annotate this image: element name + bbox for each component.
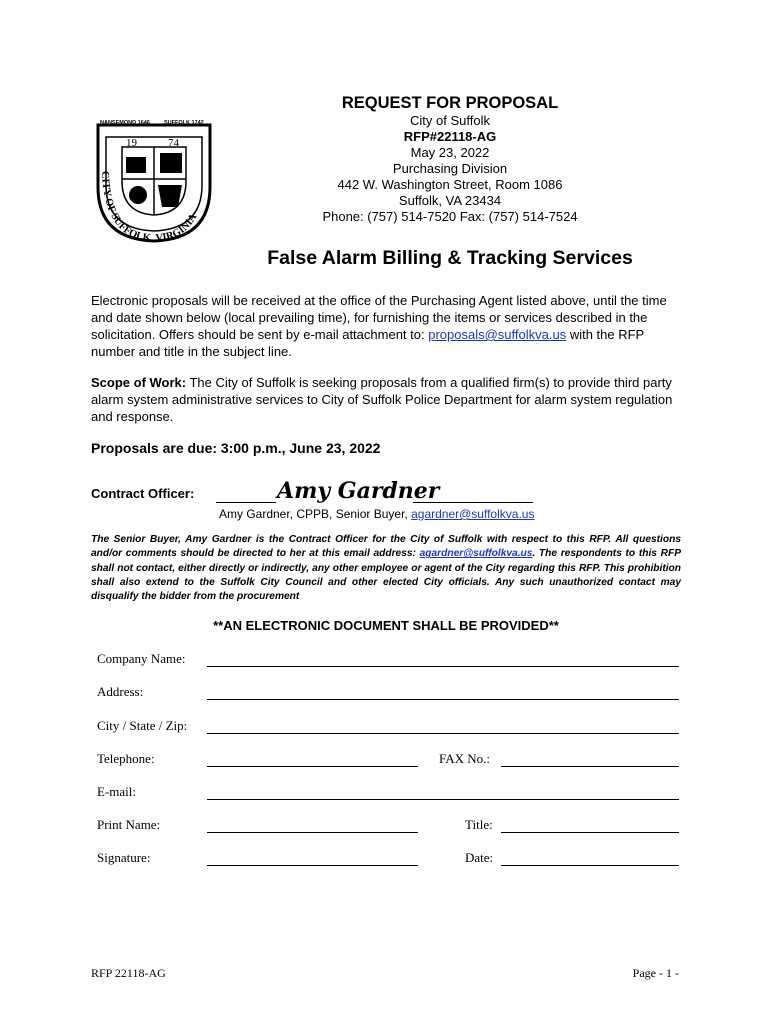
footer-rfp-number: RFP 22118-AG: [91, 966, 166, 980]
address-label: Address:: [97, 684, 144, 699]
signature-line: [216, 502, 276, 503]
header-block: [300, 93, 600, 225]
seal-top-right: SUFFOLK 1742: [164, 120, 204, 126]
signature-label: Signature:: [97, 850, 151, 865]
officer-credentials: Amy Gardner, CPPB, Senior Buyer,: [219, 507, 412, 521]
notice-email-link[interactable]: agardner@suffolkva.us: [419, 548, 533, 560]
contact-notice: [91, 533, 681, 604]
fax-label: FAX No.:: [439, 751, 491, 766]
city-state-zip-label: City / State / Zip:: [97, 718, 188, 733]
scope-text: The City of Suffolk is seeking proposals from a qualified firm(s) to provide third party alarm system administrative services to City of Suffolk Police Department for alarm system regulation and response.: [91, 375, 673, 424]
signature-field[interactable]: [207, 865, 418, 866]
proposals-email-link[interactable]: proposals@suffolkva.us: [428, 327, 567, 342]
officer-signature: Amy Gardner: [277, 478, 440, 504]
intro-text: Electronic proposals will be received at the office of the Purchasing Agent listed above, until the time and date shown below (local prevailing time), for furnishing the items or services described in the solicitation. Offers should be sent by e-mail attachment to:: [91, 293, 667, 342]
due-date: Proposals are due: 3:00 p.m., June 23, 2022: [91, 440, 381, 456]
contract-officer-row: [91, 478, 561, 508]
company-name-label: Company Name:: [97, 651, 186, 666]
title-field[interactable]: [501, 832, 679, 833]
rfp-title: False Alarm Billing & Tracking Services: [267, 247, 633, 269]
city-seal: [88, 117, 220, 245]
notice-text: The Senior Buyer, Amy Gardner is the Contract Officer for the City of Suffolk with respect to this RFP. All questions and/or comments should be directed to her at this email address:: [91, 534, 681, 560]
address-field[interactable]: [207, 699, 679, 700]
contract-officer-label: Contract Officer:: [91, 486, 195, 501]
email-field[interactable]: [207, 799, 679, 800]
print-name-label: Print Name:: [97, 817, 161, 832]
officer-email-link[interactable]: agardner@suffolkva.us: [411, 507, 535, 521]
intro-text-end: with the RFP number and title in the subject line.: [91, 327, 644, 359]
seal-top-left: NANSEMOND 1646: [100, 120, 150, 126]
division: Purchasing Division: [392, 161, 508, 176]
company-name-field[interactable]: [207, 666, 679, 667]
telephone-label: Telephone:: [97, 751, 155, 766]
officer-info: [219, 507, 534, 521]
email-label: E-mail:: [97, 784, 136, 799]
seal-year-left: 19: [126, 137, 137, 149]
scope-paragraph: [91, 374, 681, 425]
page-number: Page - 1 -: [632, 966, 679, 980]
document-title: REQUEST FOR PROPOSAL: [341, 94, 559, 112]
date-field[interactable]: [501, 865, 679, 866]
scope-label: Scope of Work:: [91, 375, 187, 390]
date-label: Date:: [465, 850, 494, 865]
city-state-zip-field[interactable]: [207, 733, 679, 734]
city-name: City of Suffolk: [410, 113, 490, 128]
electronic-document-notice: **AN ELECTRONIC DOCUMENT SHALL BE PROVIDED**: [213, 618, 559, 633]
city-state: Suffolk, VA 23434: [398, 193, 502, 208]
signature-line: [413, 502, 533, 503]
seal-year-right: 74: [168, 137, 179, 149]
print-name-field[interactable]: [207, 832, 418, 833]
phone-fax: Phone: (757) 514-7520 Fax: (757) 514-7524: [322, 209, 578, 224]
seal-ring-text: CITY OF SUFFOLK, VIRGINIA: [98, 170, 200, 245]
fax-field[interactable]: [501, 766, 679, 767]
issue-date: May 23, 2022: [410, 145, 490, 160]
svg-text:CITY OF SUFFOLK, VIRGINIA: [99, 171, 200, 244]
title-label: Title:: [465, 817, 493, 832]
notice-text-end: . The respondents to this RFP shall not contact, either directly or indirectly, any other employee or agent of the City regarding this RFP. This prohibition shall also extend to the Suffolk City Council and other elected City officials. Any such unauthorized contact may disqualify the bidder from the procurement: [91, 548, 681, 603]
street-address: 442 W. Washington Street, Room 1086: [337, 177, 563, 192]
intro-paragraph: [91, 292, 681, 360]
telephone-field[interactable]: [207, 766, 418, 767]
rfp-number: RFP#22118-AG: [403, 129, 497, 144]
